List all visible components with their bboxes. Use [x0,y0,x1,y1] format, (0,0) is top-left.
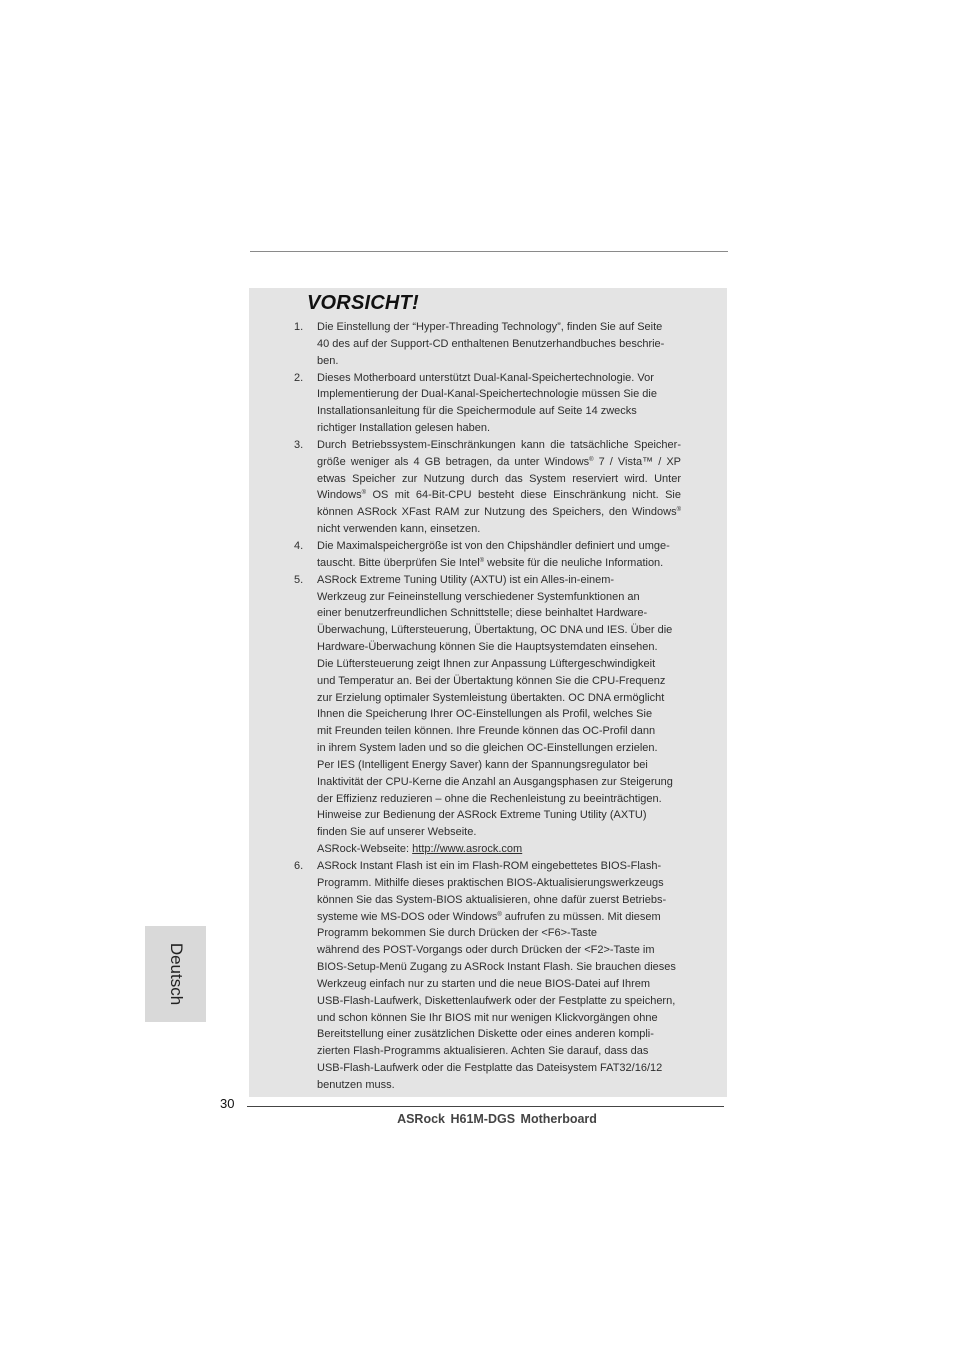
text-line: Werkzeug einfach nur zu starten und die neue BIOS-Datei auf Ihrem [317,977,651,990]
text-line: BIOS-Setup-Menü Zugang zu ASRock Instant Flash. Sie brauchen dieses [317,961,676,974]
text-line: USB-Flash-Laufwerk oder die Festplatte das Dateisystem FAT32/16/12 [317,1062,663,1075]
top-divider [250,251,728,252]
text-line: in ihrem System laden und so die gleichen OC-Einstellungen erzielen. [317,742,658,755]
text-line: Die Lüftersteuerung zeigt Ihnen zur Anpassung Lüftergeschwindigkeit [317,657,656,670]
registered-mark: ® [479,557,485,564]
text-line: ASRock Extreme Tuning Utility (AXTU) ist ein Alles-in-einem- [317,573,615,586]
list-item-number: 4. [294,539,304,552]
asrock-website-link[interactable]: http://www.asrock.com [412,843,523,856]
footer-product-name: ASRock H61M-DGS Motherboard [397,1112,597,1126]
text-line: Installationsanleitung für die Speichermodule auf Seite 14 zwecks [317,405,637,418]
website-line [317,841,727,858]
text-line: Windows® OS mit 64-Bit-CPU besteht diese Einschränkung nicht. Sie [317,489,681,502]
text-line: Hinweise zur Bedienung der ASRock Extreme Tuning Utility (AXTU) [317,809,647,822]
text-line: und schon können Sie Ihr BIOS mit nur wenigen Klickvorgängen ohne [317,1011,658,1024]
text-line: 40 des auf der Support-CD enthaltenen Benutzerhandbuches beschrie- [317,337,665,350]
website-label: ASRock-Webseite: [317,843,413,856]
text-line: Bereitstellung einer zusätzlichen Diskette oder eines anderen kompli- [317,1028,654,1041]
list-item-number: 6. [294,860,304,872]
registered-mark: ® [361,490,367,497]
text-line: zierten Flash-Programms aktualisieren. Achten Sie darauf, dass das [317,1045,649,1058]
footer-divider [247,1106,724,1107]
text-line: Ihnen die Speicherung Ihrer OC-Einstellungen als Profil, welches Sie [317,708,653,721]
language-side-tab [145,926,206,1022]
text-line: Überwachung, Lüftersteuerung, Übertaktung, OC DNA und IES. Über die [317,624,673,637]
text-line: richtiger Installation gelesen haben. [317,422,491,435]
list-item [249,572,727,858]
list-item [249,370,727,437]
text-line: der Effizienz reduzieren – ohne die Rechenleistung zu beeinträchtigen. [317,792,662,805]
registered-mark: ® [589,456,594,463]
text-line: Programm bekommen Sie durch Drücken der <F6>-Taste [317,927,598,940]
language-label: Deutsch [166,942,186,1006]
text-line: systeme wie MS-DOS oder Windows® aufrufen zu müssen. Mit diesem [317,910,661,923]
text-line: benutzen muss. [317,1078,395,1091]
caution-list [249,319,727,1094]
text-line: Implementierung der Dual-Kanal-Speichertechnologie müssen Sie die [317,388,657,401]
text-line: Hardware-Überwachung können Sie die Hauptsystemdaten einsehen. [317,641,658,654]
list-item [249,319,727,370]
text-line: Programm. Mithilfe dieses praktischen BIOS-Aktualisierungswerkzeugs [317,876,664,889]
caution-title: VORSICHT! [307,292,419,314]
list-item [249,858,727,1094]
text-line: Dieses Motherboard unterstützt Dual-Kanal-Speichertechnologie. Vor [317,371,654,384]
text-line: Werkzeug zur Feineinstellung verschiedener Systemfunktionen an [317,590,640,603]
text-line: Die Maximalspeichergröße ist von den Chipshändler definiert und umge- [317,539,670,552]
caution-box [249,288,727,1097]
text-line: können ASRock XFast RAM zur Nutzung des Speichers, den Windows® [317,506,681,519]
text-line: finden Sie auf unserer Webseite. [317,826,477,839]
text-line: während des POST-Vorgangs oder durch Drücken der <F2>-Taste im [317,944,655,957]
text-line: ASRock Instant Flash ist ein im Flash-ROM eingebettetes BIOS-Flash- [317,860,662,872]
text-line: nicht verwenden kann, einsetzen. [317,523,481,536]
list-item-number: 3. [294,438,304,451]
text-line: und Temperatur an. Bei der Übertaktung können Sie die CPU-Frequenz [317,674,666,687]
text-line: mit Freunden teilen können. Ihre Freunde können das OC-Profil dann [317,725,656,738]
text-line: größe weniger als 4 GB betragen, da unter Windows® 7 / Vista™ / XP [317,455,681,468]
text-line: etwas Speicher zur Nutzung durch das System reserviert wird. Unter [317,472,681,485]
registered-mark: ® [497,911,502,918]
text-line: USB-Flash-Laufwerk, Diskettenlaufwerk oder der Festplatte zu speichern, [317,994,676,1007]
list-item [249,437,727,538]
list-item-number: 1. [294,321,304,333]
page-number: 30 [220,1096,235,1111]
text-line: ben. [317,354,339,367]
text-line: Die Einstellung der “Hyper-Threading Technology”, finden Sie auf Seite [317,321,663,333]
registered-mark: ® [676,507,681,514]
text-line: Durch Betriebssystem-Einschränkungen kann die tatsächliche Speicher- [317,438,681,451]
list-item [249,538,727,572]
text-line: zur Erzielung optimaler Systemleistung übertakten. OC DNA ermöglicht [317,691,665,704]
text-line: Inaktivität der CPU-Kerne die Anzahl an Ausgangsphasen zur Steigerung [317,775,673,788]
text-line: Per IES (Intelligent Energy Saver) kann der Spannungsregulator bei [317,758,648,771]
text-line: tauscht. Bitte überprüfen Sie Intel® website für die neuliche Information. [317,556,664,569]
list-item-number: 2. [294,371,304,384]
list-item-number: 5. [294,573,304,586]
text-line: können Sie das System-BIOS aktualisieren, ohne dafür zuerst Betriebs- [317,893,667,906]
text-line: einer benutzerfreundlichen Schnittstelle; diese beinhaltet Hardware- [317,607,648,620]
